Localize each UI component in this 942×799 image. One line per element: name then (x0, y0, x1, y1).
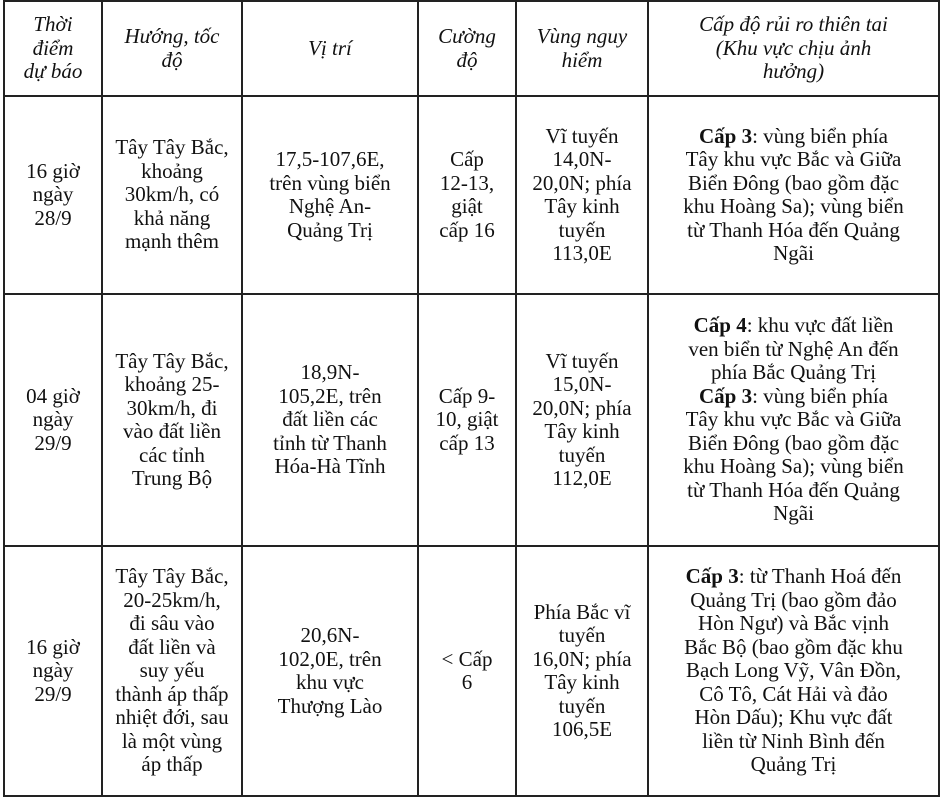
risk-level-label: Cấp 4 (693, 313, 747, 338)
cell-danger-zone: Vĩ tuyến 15,0N- 20,0N; phía Tây kinh tuyến 112,0E (516, 294, 648, 546)
cell-position: 17,5-107,6E, trên vùng biển Nghệ An- Quảng Trị (242, 96, 418, 294)
header-position: Vị trí (242, 1, 418, 96)
cell-risk (648, 96, 939, 294)
risk-level-label: Cấp 3 (685, 564, 739, 589)
cell-time: 04 giờ ngày 29/9 (4, 294, 102, 546)
header-row (4, 1, 939, 96)
header-danger-zone: Vùng nguy hiểm (516, 1, 648, 96)
cell-danger-zone: Vĩ tuyến 14,0N- 20,0N; phía Tây kinh tuyến 113,0E (516, 96, 648, 294)
cell-direction: Tây Tây Bắc, khoảng 30km/h, có khả năng mạnh thêm (102, 96, 242, 294)
cell-time: 16 giờ ngày 29/9 (4, 546, 102, 796)
risk-level-label: Cấp 3 (698, 383, 753, 408)
risk-description: : khu vực đất liền ven biển từ Nghệ An đến phía Bắc Quảng Trị (688, 313, 899, 385)
risk-description: : từ Thanh Hoá đến Quảng Trị (bao gồm đảo Hòn Ngư) và Bắc vịnh Bắc Bộ (bao gồm đặc khu Bạch Long Vỹ, Vân Đồn, Cô Tô, Cát Hải và đảo Hòn Dấu); Khu vực đất liền từ Ninh Bình đến Quảng Trị (684, 564, 903, 777)
cell-direction: Tây Tây Bắc, 20-25km/h, đi sâu vào đất liền và suy yếu thành áp thấp nhiệt đới, sau là một vùng áp thấp (102, 546, 242, 796)
cell-time: 16 giờ ngày 28/9 (4, 96, 102, 294)
risk-level-label: Cấp 3 (698, 123, 753, 148)
header-risk-level: Cấp độ rủi ro thiên tai (Khu vực chịu ảnh hưởng) (648, 1, 939, 96)
header-intensity: Cường độ (418, 1, 516, 96)
cell-intensity: Cấp 12-13, giật cấp 16 (418, 96, 516, 294)
risk-description: : vùng biển phía Tây khu vực Bắc và Giữa Biển Đông (bao gồm đặc khu Hoàng Sa); vùng biển từ Thanh Hóa đến Quảng Ngãi (683, 383, 904, 526)
cell-position: 20,6N- 102,0E, trên khu vực Thượng Lào (242, 546, 418, 796)
forecast-table (3, 0, 940, 797)
header-direction: Hướng, tốc độ (102, 1, 242, 96)
table-row (4, 546, 939, 796)
cell-direction: Tây Tây Bắc, khoảng 25- 30km/h, đi vào đất liền các tỉnh Trung Bộ (102, 294, 242, 546)
table-row (4, 294, 939, 546)
cell-position: 18,9N- 105,2E, trên đất liền các tỉnh từ Thanh Hóa-Hà Tĩnh (242, 294, 418, 546)
risk-description: : vùng biển phía Tây khu vực Bắc và Giữa Biển Đông (bao gồm đặc khu Hoàng Sa); vùng biển từ Thanh Hóa đến Quảng Ngãi (683, 123, 904, 265)
cell-danger-zone: Phía Bắc vĩ tuyến 16,0N; phía Tây kinh tuyến 106,5E (516, 546, 648, 796)
cell-risk (648, 546, 939, 796)
header-time: Thời điểm dự báo (4, 1, 102, 96)
cell-intensity: Cấp 9- 10, giật cấp 13 (418, 294, 516, 546)
cell-risk (648, 294, 939, 546)
table-row (4, 96, 939, 294)
cell-intensity: < Cấp 6 (418, 546, 516, 796)
